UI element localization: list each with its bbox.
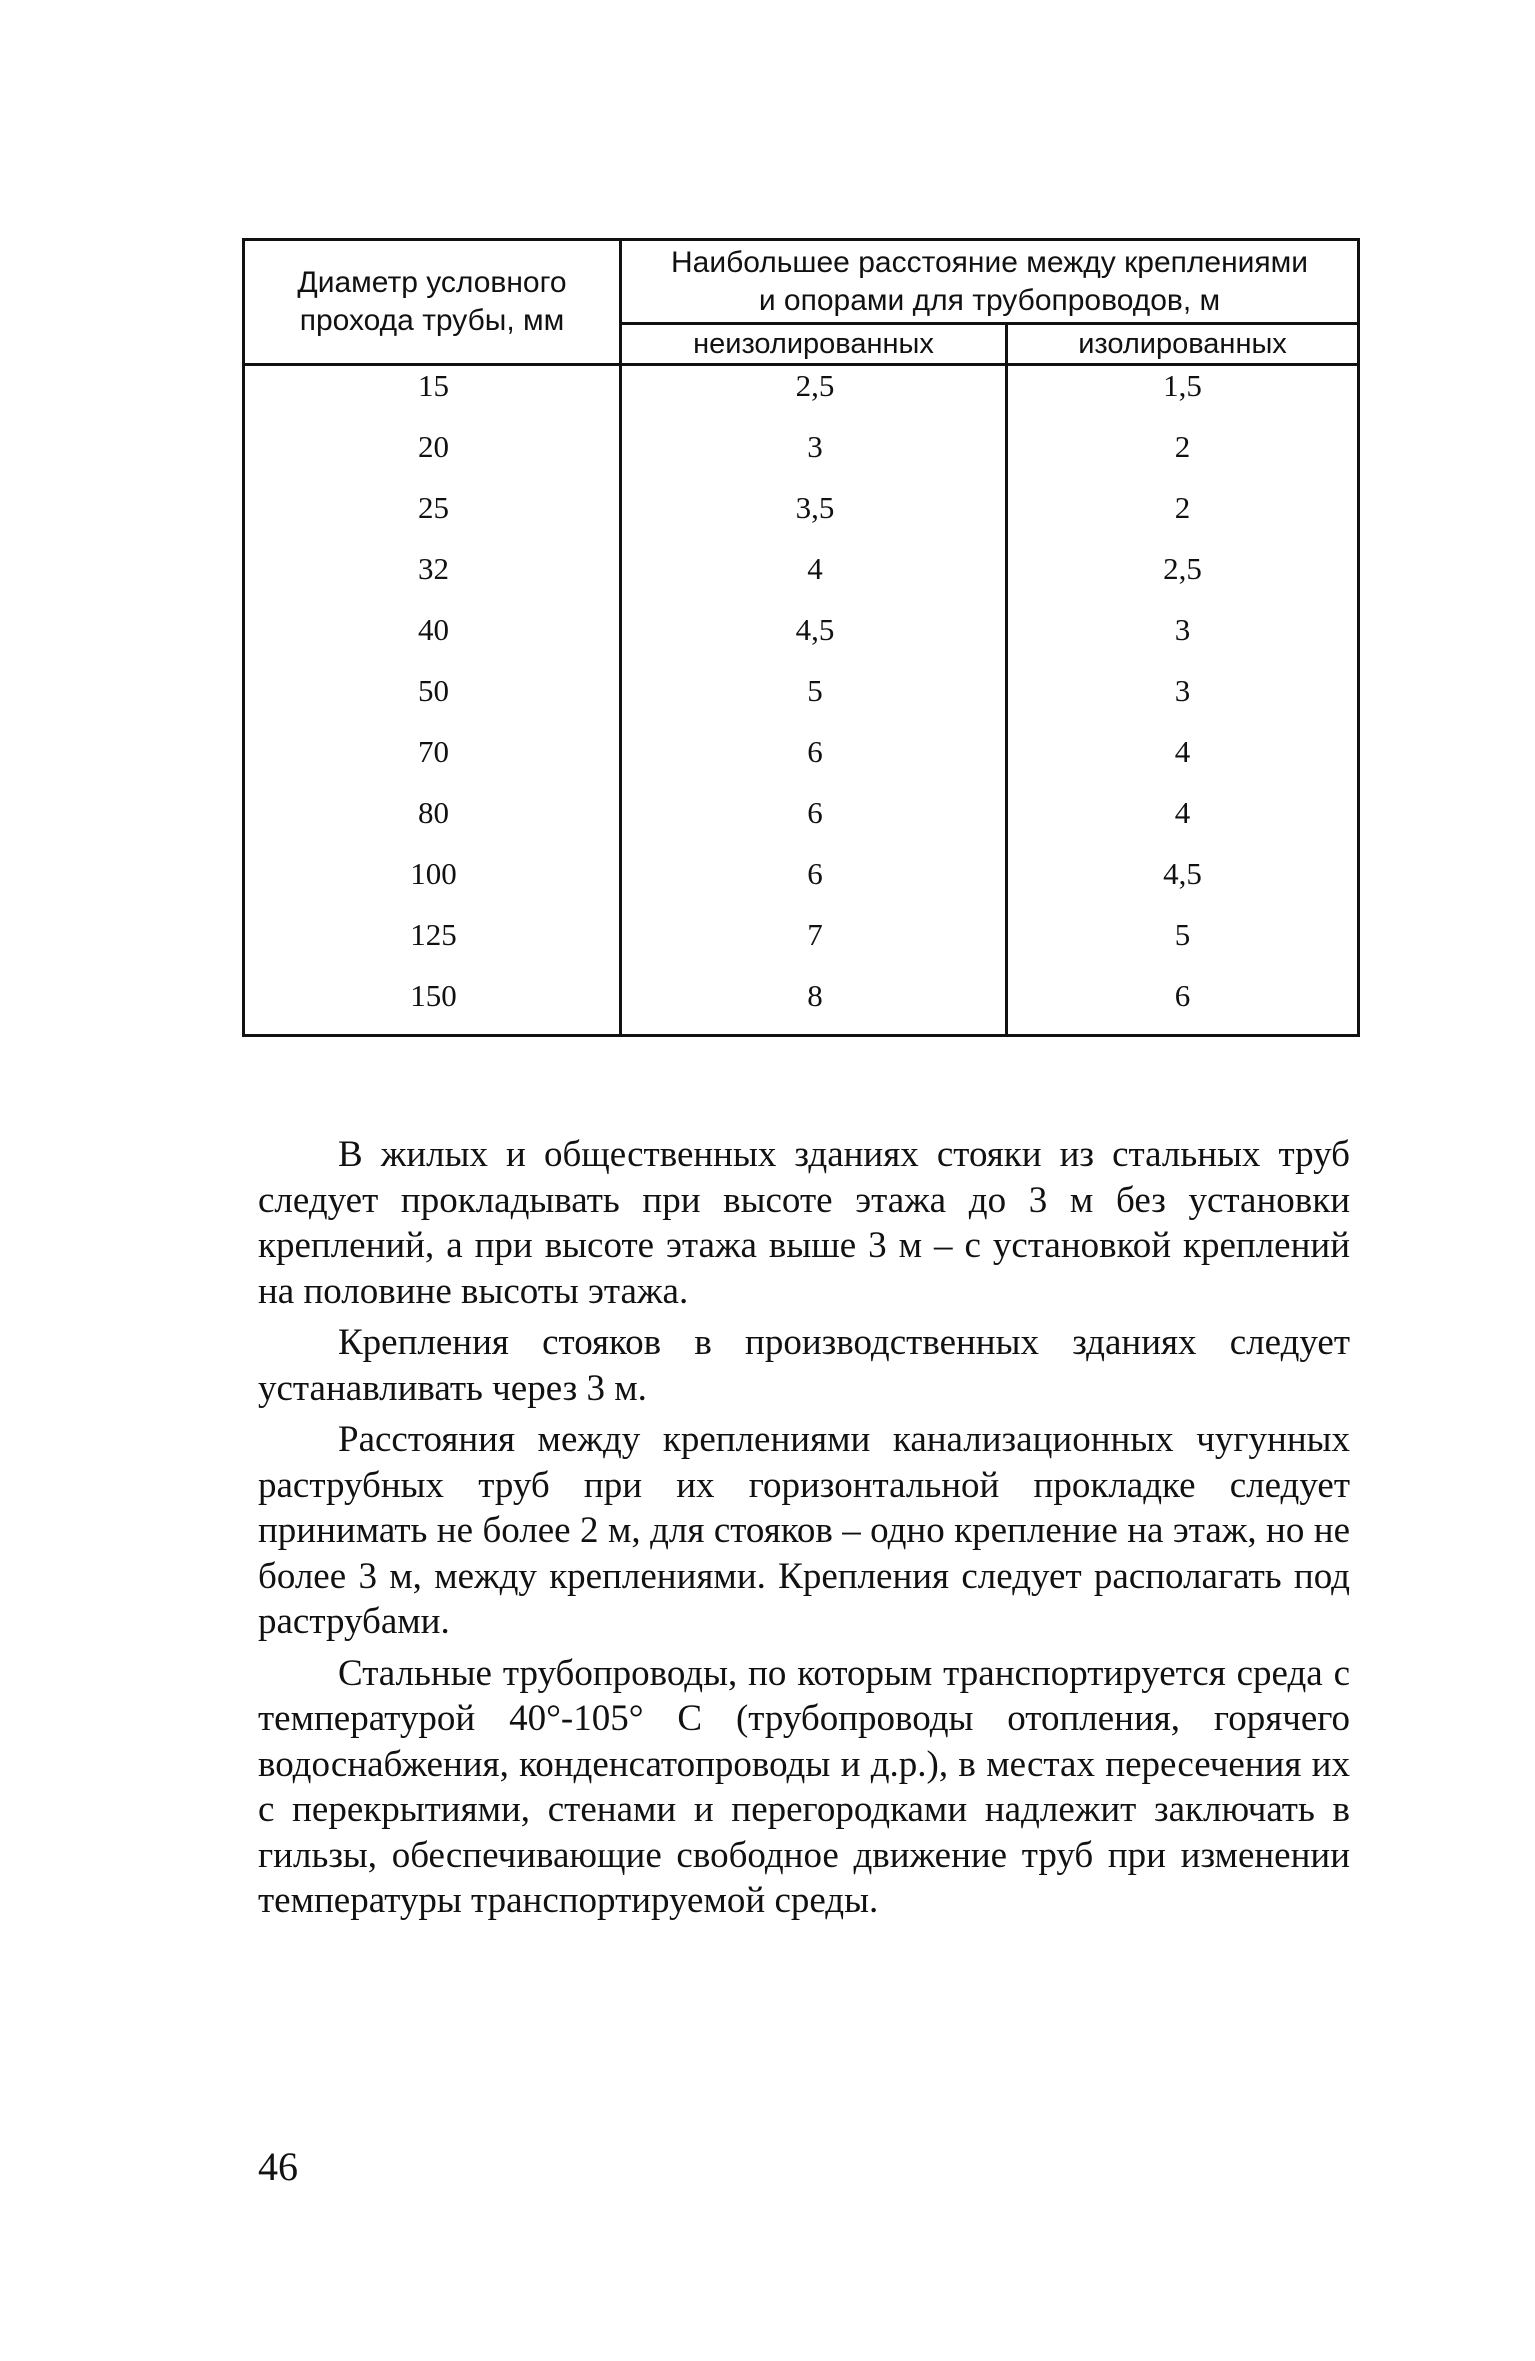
cell-insulated: 3 xyxy=(1174,612,1191,647)
table-body xyxy=(245,366,1357,1034)
cell-diameter: 100 xyxy=(410,856,457,891)
header-max-distance-line1: Наибольшее расстояние между креплениями xyxy=(670,245,1309,279)
cell-uninsulated: 6 xyxy=(807,795,823,830)
pipe-support-spacing-table xyxy=(242,238,1360,1037)
page-number: 46 xyxy=(258,2144,298,2189)
header-diameter-line2: прохода трубы, мм xyxy=(299,304,565,337)
cell-uninsulated: 3,5 xyxy=(795,490,835,525)
body-text xyxy=(258,1132,1350,1930)
cell-uninsulated: 4,5 xyxy=(795,612,835,647)
table-row xyxy=(245,671,1357,732)
cell-diameter: 50 xyxy=(418,673,449,708)
table-row xyxy=(245,976,1357,1037)
cell-insulated: 5 xyxy=(1174,917,1191,952)
cell-diameter: 15 xyxy=(418,368,449,403)
cell-uninsulated: 2,5 xyxy=(795,368,835,403)
cell-insulated: 4,5 xyxy=(1163,856,1202,891)
paragraph: Расстояния между креплениями канализационных чугунных раструбных труб при их горизонтальной прокладке следует принимать не более 2 м, для стояков – одно крепление на этаж, но не более 3 м, между креплениями. Крепления следует располагать под раструбами. xyxy=(258,1419,1350,1642)
header-insulated: изолированных xyxy=(1008,325,1357,366)
cell-insulated: 1,5 xyxy=(1163,368,1202,403)
cell-insulated: 6 xyxy=(1174,978,1191,1013)
cell-uninsulated: 7 xyxy=(807,917,823,952)
header-diameter xyxy=(245,241,622,366)
table-row xyxy=(245,427,1357,488)
cell-uninsulated: 5 xyxy=(807,673,823,708)
header-max-distance xyxy=(622,241,1357,325)
cell-uninsulated: 6 xyxy=(807,734,823,769)
table-row xyxy=(245,915,1357,976)
table-row xyxy=(245,610,1357,671)
header-max-distance-line2: и опорами для трубопроводов, м xyxy=(758,283,1221,317)
cell-diameter: 25 xyxy=(418,490,449,525)
cell-insulated: 4 xyxy=(1174,795,1191,830)
cell-diameter: 40 xyxy=(418,612,449,647)
paragraph: Стальные трубопроводы, по которым транспортируется среда с температурой 40°-105° С (трубопроводы отопления, горячего водоснабжения, конденсатопроводы и д.р.), в местах пересечения их с перекрытиями, стенами и перегородками надлежит заключать в гильзы, обеспечивающие свободное движение труб при изменении температуры транспортируемой среды. xyxy=(258,1652,1350,1921)
cell-diameter: 80 xyxy=(418,795,449,830)
cell-diameter: 70 xyxy=(418,734,449,769)
table-row xyxy=(245,488,1357,549)
cell-diameter: 20 xyxy=(418,429,449,464)
table-row xyxy=(245,854,1357,915)
table-row xyxy=(245,549,1357,610)
cell-insulated: 3 xyxy=(1174,673,1191,708)
cell-diameter: 32 xyxy=(418,551,449,586)
cell-uninsulated: 8 xyxy=(807,978,823,1013)
table-row xyxy=(245,366,1357,427)
cell-uninsulated: 6 xyxy=(807,856,823,891)
header-diameter-line1: Диаметр условного xyxy=(297,266,567,299)
paragraph: В жилых и общественных зданиях стояки из стальных труб следует прокладывать при высоте этажа до 3 м без установки креплений, а при высоте этажа выше 3 м – с установкой креплений на половине высоты этажа. xyxy=(258,1134,1350,1312)
cell-insulated: 2 xyxy=(1174,429,1191,464)
cell-uninsulated: 4 xyxy=(807,551,823,586)
paragraph: Крепления стояков в производственных зданиях следует устанавливать через 3 м. xyxy=(258,1322,1350,1409)
cell-diameter: 150 xyxy=(410,978,457,1013)
cell-insulated: 4 xyxy=(1174,734,1191,769)
table-row xyxy=(245,732,1357,793)
header-uninsulated: неизолированных xyxy=(622,325,1008,366)
cell-diameter: 125 xyxy=(410,917,457,952)
cell-uninsulated: 3 xyxy=(807,429,823,464)
cell-insulated: 2,5 xyxy=(1163,551,1202,586)
table-row xyxy=(245,793,1357,854)
cell-insulated: 2 xyxy=(1174,490,1191,525)
